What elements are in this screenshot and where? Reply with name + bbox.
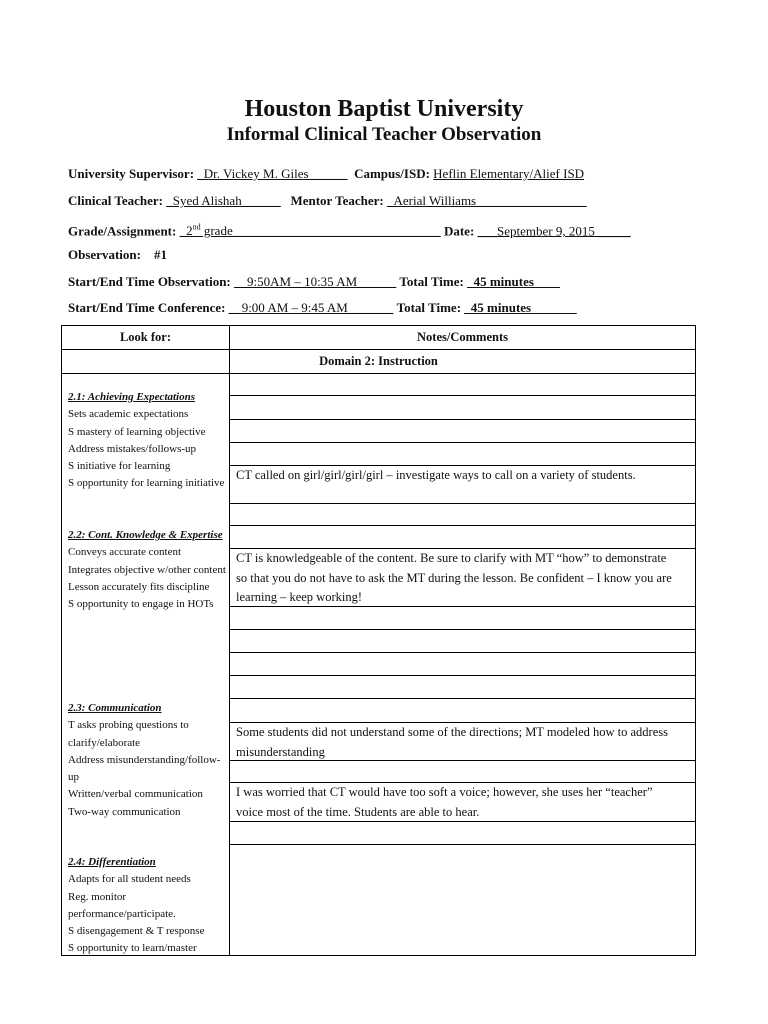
row-divider (229, 698, 695, 699)
observation-value: #1 (153, 247, 167, 262)
list-item: S opportunity for learning initiative (68, 477, 225, 490)
row-divider (229, 503, 695, 504)
row-divider (229, 844, 695, 845)
note-text: CT called on girl/girl/girl/girl – investigate ways to call on a variety of students. (236, 468, 636, 482)
supervisor-label: University Supervisor: (68, 166, 195, 181)
col-header-look-for: Look for: (119, 330, 172, 344)
observation-label: Observation: (68, 247, 141, 262)
row-divider (229, 525, 695, 526)
list-item: Written/verbal communication (68, 788, 203, 801)
grade-label: Grade/Assignment: (68, 223, 177, 239)
list-item: Reg. monitor performance/participate. (68, 890, 176, 920)
row-divider (229, 629, 695, 630)
list-item: S opportunity to engage in HOTs (68, 598, 214, 611)
row-divider (229, 419, 695, 420)
grade-value: _2nd grade________________________________ (179, 223, 441, 239)
obs-time-label: Start/End Time Observation: (68, 274, 231, 289)
section-title: 2.3: Communication (68, 702, 162, 714)
section-2-2 (68, 527, 226, 613)
column-divider (229, 326, 230, 955)
note-text: CT is knowledgeable of the content. Be sure to clarify with MT “how” to demonstrate so that you do not have to ask the MT during the lesson. Be confident – I know you are learning – keep working! (236, 551, 672, 604)
obs-total-value: _45 minutes____ (467, 274, 560, 289)
row-divider (229, 675, 695, 676)
domain-heading: Domain 2: Instruction (319, 354, 438, 368)
page-title: Houston Baptist University (244, 96, 524, 122)
list-item: Conveys accurate content (68, 546, 182, 559)
section-2-1 (68, 389, 226, 493)
list-item: S initiative for learning (68, 460, 171, 473)
list-item: Integrates objective w/other content (68, 563, 226, 576)
campus-label: Campus/ISD: (354, 166, 430, 181)
section-title: 2.4: Differentiation (68, 856, 156, 868)
row-divider (229, 652, 695, 653)
note-text: I was worried that CT would have too soft a voice; however, she uses her “teacher” voice most of the time. Students are able to hear. (236, 785, 653, 819)
grade-line (68, 220, 631, 239)
col-header-notes: Notes/Comments (417, 330, 508, 344)
list-item: Lesson accurately fits discipline (68, 580, 210, 593)
list-item: S opportunity to learn/master (68, 942, 197, 955)
list-item: Two-way communication (68, 805, 181, 818)
date-label: Date: (443, 223, 475, 239)
campus-value: Heflin Elementary/Alief ISD (433, 166, 585, 181)
clinical-label: Clinical Teacher: (68, 193, 163, 208)
section-title: 2.1: Achieving Expectations (68, 391, 196, 403)
supervisor-line (68, 166, 584, 182)
clinical-value: _Syed Alishah______ (166, 193, 281, 208)
conf-time-value: __9:00 AM – 9:45 AM_______ (228, 300, 394, 315)
list-item: T asks probing questions to clarify/elaborate (68, 719, 189, 749)
mentor-value: _Aerial Williams_________________ (386, 193, 587, 208)
conf-time-line (68, 300, 577, 316)
section-title: 2.2: Cont. Knowledge & Expertise (68, 529, 223, 541)
obs-time-value: __9:50AM – 10:35 AM______ (234, 274, 397, 289)
list-item: Sets academic expectations (68, 408, 189, 421)
list-item: S disengagement & T response (68, 925, 205, 938)
list-item: Adapts for all student needs (68, 873, 191, 886)
obs-total-label: Total Time: (399, 274, 464, 289)
list-item: S mastery of learning objective (68, 425, 206, 438)
conf-time-label: Start/End Time Conference: (68, 300, 226, 315)
mentor-label: Mentor Teacher: (290, 193, 384, 208)
list-item: Address mistakes/follows-up (68, 442, 197, 455)
obs-time-line (68, 274, 560, 290)
supervisor-value: _Dr. Vickey M. Giles______ (197, 166, 348, 181)
section-2-3 (68, 700, 226, 821)
conf-total-value: _45 minutes_______ (464, 300, 577, 315)
conf-total-label: Total Time: (396, 300, 462, 315)
row-divider (229, 395, 695, 396)
row-divider (229, 442, 695, 443)
note-text: Some students did not understand some of the directions; MT modeled how to address misunderstanding (236, 725, 669, 759)
page-subtitle: Informal Clinical Teacher Observation (226, 124, 542, 145)
date-value: ___September 9, 2015 _____ (477, 223, 631, 239)
observation-line (68, 247, 167, 263)
observation-table (61, 325, 696, 956)
list-item: Address misunderstanding/follow-up (68, 753, 221, 784)
clinical-line (68, 193, 587, 209)
row-divider (62, 373, 695, 374)
section-2-4 (68, 854, 226, 958)
